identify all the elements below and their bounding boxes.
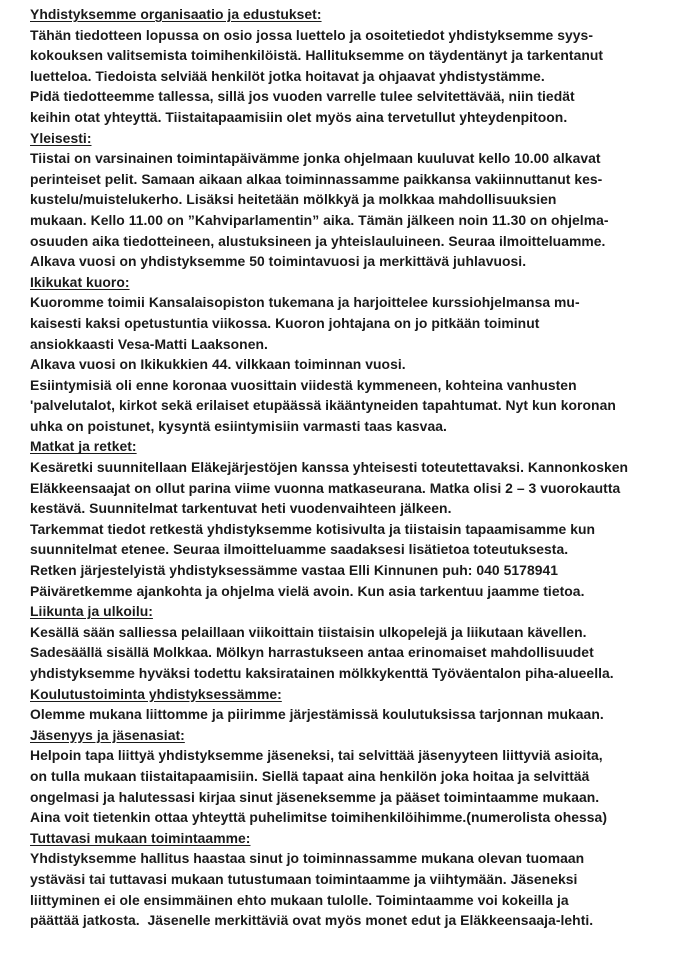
section-general — [30, 128, 670, 272]
paragraph-line: Tähän tiedotteen lopussa on osio jossa luettelo ja osoitetiedot yhdistyksemme syys- — [30, 26, 593, 43]
paragraph-line: mukaan. Kello 11.00 on ”Kahviparlamentin” aika. Tämän jälkeen noin 11.30 on ohjelma- — [30, 211, 609, 228]
paragraph-line: uhka on poistunet, kysyntä esiintymisiin varmasti taas kasvaa. — [30, 417, 447, 434]
paragraph-line: Pidä tiedotteemme tallessa, sillä jos vuoden varrelle tulee selvitettävää, niin tiedät — [30, 88, 575, 105]
paragraph-line: Eläkkeensaajat on ollut parina viime vuonna matkaseurana. Matka olisi 2 – 3 vuorokautta — [30, 479, 621, 496]
paragraph-line: Helpoin tapa liittyä yhdistyksemme jäseneksi, tai selvittää jäsenyyteen liittyviä asioita, — [30, 747, 603, 764]
paragraph-line: kokouksen valitsemista toimihenkilöistä. Hallituksemme on täydentänyt ja tarkentanut — [30, 47, 604, 64]
section-training — [30, 684, 670, 725]
paragraph-line: perinteiset pelit. Samaan aikaan alkaa toiminnassamme paikkansa vakiinnuttanut kes- — [30, 170, 603, 187]
paragraph-line: Alkava vuosi on Ikikukkien 44. vilkkaan toiminnan vuosi. — [30, 356, 406, 373]
section-heading: Jäsenyys ja jäsenasiat: — [30, 726, 185, 743]
paragraph-line: Esiintymisiä oli enne koronaa vuosittain viidestä kymmeneen, kohteina vanhusten — [30, 376, 577, 393]
paragraph-line: yhdistyksemme hyväksi todettu kaksiratainen mölkkykenttä Työväentalon piha-alueella. — [30, 665, 614, 681]
paragraph-line: osuuden aika tiedotteineen, alustuksineen ja yhteislauluineen. Seuraa ilmoitteluamme. — [30, 232, 606, 249]
paragraph-line: suunnitelmat etenee. Seuraa ilmoitteluamme saadaksesi lisätietoa toteutuksesta. — [30, 541, 569, 558]
paragraph-line: kustelu/muistelukerho. Lisäksi heitetään mölkkyä ja molkkaa mahdollisuuksien — [30, 191, 557, 208]
paragraph-line: liittyminen ei ole ensimmäinen ehto mukaan tulolle. Toimintaamme voi kokeilla ja — [30, 891, 569, 908]
paragraph-line: Olemme mukana liittomme ja piirimme järjestämissä koulutuksissa tarjonnan mukaan. — [30, 706, 604, 723]
section-choir — [30, 272, 670, 437]
paragraph-line: ongelmasi ja halutessasi kirjaa sinut jäseneksemme ja pääset toimintaamme mukaan. — [30, 788, 600, 805]
paragraph-line: luetteloa. Tiedoista selviää henkilöt jotka hoitavat ja ohjaavat yhdistystämme. — [30, 67, 545, 84]
paragraph-line: ystäväsi tai tuttavasi mukaan tutustumaan toimintaamme ja viihtymään. Jäseneksi — [30, 870, 578, 887]
paragraph-line: Päiväretkemme ajankohta ja ohjelma vielä avoin. Kun asia tarkentuu jaamme tietoa. — [30, 582, 585, 599]
paragraph-line: kaisesti kaksi opetustuntia viikossa. Kuoron johtajana on jo pitkään toiminut — [30, 314, 540, 331]
paragraph-line: keihin otat yhteyttä. Tiistaitapaamisiin olet myös aina tervetullut yhteydenpitoon. — [30, 108, 568, 125]
paragraph-line: Yhdistyksemme hallitus haastaa sinut jo toiminnassamme mukana olevan tuomaan — [30, 850, 585, 867]
paragraph-line: Kesäretki suunnitellaan Eläkejärjestöjen kanssa yhteisesti toteutettavaksi. Kannonkosken — [30, 459, 629, 476]
paragraph-line: 'palvelutalot, kirkot sekä erilaiset etupäässä ikääntyneiden tapahtumat. Nyt kun koronan — [30, 397, 616, 414]
section-heading: Tuttavasi mukaan toimintaamme: — [30, 829, 251, 846]
paragraph-line: on tulla mukaan tiistaitapaamisiin. Siellä tapaat aina henkilön joka hoitaa ja selvittää — [30, 767, 590, 784]
section-trips — [30, 436, 670, 601]
paragraph-line: Sadesäällä sisällä Molkkaa. Mölkyn harrastukseen antaa erinomaiset mahdollisuudet — [30, 644, 594, 661]
section-heading: Koulutustoiminta yhdistyksessämme: — [30, 685, 282, 702]
paragraph-line: Tiistai on varsinainen toimintapäivämme jonka ohjelmaan kuuluvat kello 10.00 alkavat — [30, 150, 601, 167]
paragraph-line: Kesällä sään salliessa pelaillaan viikoittain tiistaisin ulkopelejä ja liikutaan kävellen. — [30, 623, 587, 640]
section-heading: Ikikukat kuoro: — [30, 273, 130, 290]
document-page — [30, 4, 670, 931]
section-heading: Liikunta ja ulkoilu: — [30, 603, 153, 620]
paragraph-line: kestävä. Suunnitelmat tarkentuvat heti vuodenvaihteen jälkeen. — [30, 500, 452, 517]
paragraph-line: ansiokkaasti Vesa-Matti Laaksonen. — [30, 335, 268, 352]
paragraph-line: Alkava vuosi on yhdistyksemme 50 toimintavuosi ja merkittävä juhlavuosi. — [30, 253, 527, 270]
paragraph-line: Kuoromme toimii Kansalaisopiston tukemana ja harjoittelee kurssiohjelmansa mu- — [30, 294, 580, 311]
paragraph-line: Retken järjestelyistä yhdistyksessämme vastaa Elli Kinnunen puh: 040 5178941 — [30, 562, 559, 579]
paragraph-line: päättää jatkosta. Jäsenelle merkittäviä ovat myös monet edut ja Eläkkeensaaja-lehti. — [30, 912, 594, 929]
section-organisation — [30, 4, 670, 128]
section-heading: Yhdistyksemme organisaatio ja edustukset: — [30, 6, 322, 22]
section-exercise — [30, 601, 670, 683]
section-bring-a-friend — [30, 828, 670, 931]
paragraph-line: Aina voit tietenkin ottaa yhteyttä puhelimitse toimihenkilöihimme.(numerolista ohessa) — [30, 809, 608, 826]
paragraph-line: Tarkemmat tiedot retkestä yhdistyksemme kotisivulta ja tiistaisin tapaamisamme kun — [30, 520, 596, 537]
section-heading: Yleisesti: — [30, 129, 92, 146]
section-membership — [30, 725, 670, 828]
section-heading: Matkat ja retket: — [30, 438, 137, 455]
